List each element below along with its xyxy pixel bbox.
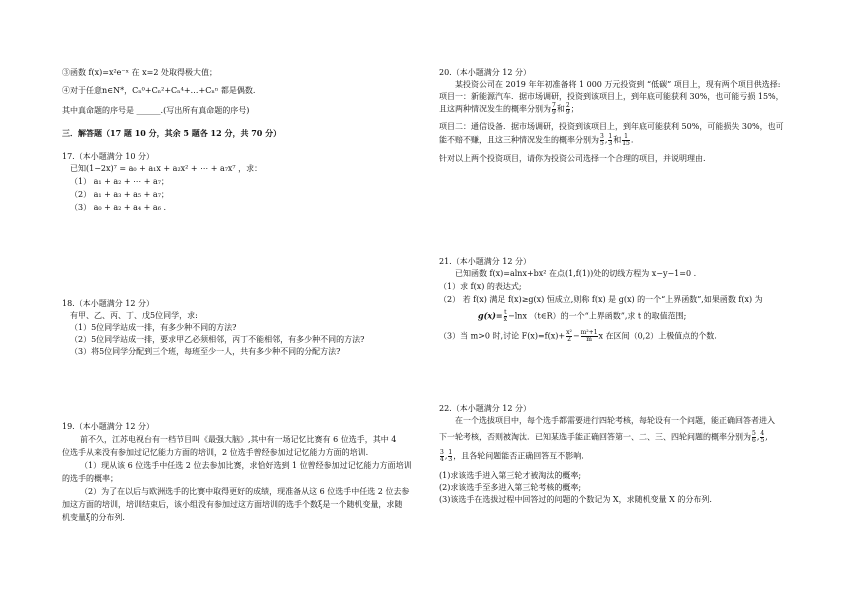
q21-part-3: （3）当 m>0 时,讨论 F(x)=f(x)+ $\frac{\text{x²}}{2}$ − $\frac{\text{m²+1}}{m}$ x 在区间（0,2）上极值点的个数. <box>439 329 717 343</box>
q19-line-6: 加这方面的培训，培训结束后，该小组没有参加过这方面培训的选手个数ξ是一个随机变量，求随 <box>62 500 403 509</box>
q19-line-2: 位选手从来没有参加过记忆能力方面的培训，2 位选手曾经参加过记忆能力方面的培训. <box>62 448 369 457</box>
q20-line-2: 项目一：新能源汽车．据市场调研，投资到该项目上，到年底可能获利 30%，也可能亏损 15%， <box>439 92 784 101</box>
fill-blank-prompt: 其中真命题的序号是 ______.(写出所有真命题的序号) <box>62 106 250 115</box>
section-heading: 三．解答题（17 题 10 分，其余 5 题各 12 分，共 70 分） <box>62 128 282 138</box>
q22-line-1: 在一个选拔项目中，每个选手都需要进行四轮考核，每轮设有一个问题，能正确回答者进入 <box>455 416 775 425</box>
q20-line-4: 项目二：通信设备．据市场调研，投资到该项目上，到年底可能获利 50%，可能损失 30%，也可 <box>439 122 784 131</box>
q19-line-7: 机变量ξ的分布列. <box>62 513 125 522</box>
q18-part-3: （3）将5位同学分配到三个班，每班至少一人，共有多少种不同的分配方法? <box>70 347 341 356</box>
q22-line-3: $\frac{3}{4}$ , $\frac{1}{3}$ ，且各轮问题能否正确回答互不影响. <box>440 449 584 463</box>
fraction: $\frac{1}{3}$ <box>448 449 453 463</box>
fraction: $\frac{1}{3}$ <box>608 133 613 147</box>
q18-stem: 有甲、乙、丙、丁、戊5位同学，求: <box>70 311 198 320</box>
q22-part-1: (1)求该选手进入第三轮才被淘汰的概率; <box>439 471 582 480</box>
q19-line-4: 的选手的概率； <box>62 474 118 483</box>
q19-line-5: （2）为了在以后与欧洲选手的比赛中取得更好的成绩，现准备从这 6 位选手中任选 2 位去参 <box>80 487 410 496</box>
fraction: $\frac{3}{4}$ <box>440 449 444 463</box>
q22-part-2: (2)求该选手至多进入第三轮考核的概率; <box>439 483 582 492</box>
fraction: $\frac{2}{9}$ <box>565 102 570 116</box>
q18-part-2: （2）5位同学站成一排，要求甲乙必须相邻，丙丁不能相邻，有多少种不同的方法? <box>70 335 365 344</box>
q20-heading: 20.（本小题满分 12 分） <box>439 68 531 77</box>
fraction: $\frac{5}{6}$ <box>752 430 756 444</box>
q20-line-3: 且这两种情况发生的概率分别为 $\frac{7}{9}$ 和 $\frac{2}{9}$ ； <box>439 102 579 116</box>
fraction: $\frac{4}{5}$ <box>760 430 765 444</box>
q22-line-2: 下一轮考核，否则被淘汰．已知某选手能正确回答第一、二、三、四轮问题的概率分别为 $\frac{5}{6}$ , $\frac{4}{5}$ , <box>439 430 768 444</box>
q19-heading: 19.（本小题满分 12 分） <box>62 422 154 431</box>
q22-part-3: (3)该选手在选拔过程中回答过的问题的个数记为 X，求随机变量 X 的分布列. <box>439 495 712 504</box>
q18-heading: 18.（本小题满分 12 分） <box>62 299 154 308</box>
q21-part-2: （2） 若 f(x) 满足 f(x)≥g(x) 恒成立,则称 f(x) 是 g(x) 的一个“上界函数”,如果函数 f(x) 为 <box>439 295 763 304</box>
proposition-3: ③函数 f(x)=x²e⁻ˣ 在 x=2 处取得极大值； <box>62 68 217 77</box>
q20-line-3-text: 且这两种情况发生的概率分别为 <box>439 104 551 114</box>
fraction: $\frac{\text{x²}}{2}$ <box>566 329 572 343</box>
q17-part-3: （3） a₀ + a₂ + a₄ + a₆ . <box>70 203 166 212</box>
q20-line-6: 针对以上两个投资项目，请你为投资公司选择一个合理的项目，并说明理由. <box>439 154 706 163</box>
q21-part-1: （1）求 f(x) 的表达式; <box>439 282 522 291</box>
fraction: $\frac{3}{5}$ <box>600 133 604 147</box>
fraction: $\frac{7}{9}$ <box>552 102 556 116</box>
fraction: $\frac{1}{15}$ <box>622 133 630 147</box>
q21-line-1: 已知函数 f(x)=alnx+bx² 在点(1,f(1))处的切线方程为 x−y−1=0 . <box>455 269 697 278</box>
q21-heading: 21.（本小题满分 12 分） <box>439 257 531 266</box>
q22-heading: 22.（本小题满分 12 分） <box>439 404 531 413</box>
q17-stem: 已知(1−2x)⁷ = a₀ + a₁x + a₂x² + ⋯ + a₇x⁷ ，求： <box>70 164 263 173</box>
q17-part-2: （2） a₁ + a₃ + a₅ + a₇； <box>70 190 169 199</box>
fraction: $\frac{t}{x}$ <box>503 309 508 323</box>
q20-line-1: 某投资公司在 2019 年年初准备将 1 000 万元投资到 “低碳” 项目上，现有两个项目供选择: <box>455 80 781 89</box>
q21-part-2-cont: g(x)= $\frac{t}{x}$ −lnx （t∈R）的一个“上界函数”,求 t 的取值范围; <box>478 309 687 323</box>
proposition-4: ④对于任意n∈N*，Cₙ⁰+Cₙ²+Cₙ⁴+…+Cₙⁿ 都是偶数. <box>62 86 256 95</box>
fraction: $\frac{\text{m²+1}}{m}$ <box>580 329 598 343</box>
q20-line-5: 能不赔不赚，且这三种情况发生的概率分别为 $\frac{3}{5}$ , $\frac{1}{3}$ 和 $\frac{1}{15}$ . <box>439 133 634 147</box>
q17-heading: 17.（本小题满分 10 分） <box>62 152 154 161</box>
q17-part-1: （1） a₁ + a₂ + ⋯ + a₇； <box>70 177 169 186</box>
q19-line-1: 前不久，江苏电视台有一档节目叫《最强大脑》,其中有一场记忆比赛有 6 位选手，其中 4 <box>80 435 397 444</box>
q18-part-1: （1）5位同学站成一排，有多少种不同的方法? <box>70 323 237 332</box>
q19-line-3: （1）现从该 6 位选手中任选 2 位去参加比赛，求恰好选到 1 位曾经参加过记忆能力方面培训 <box>80 461 412 470</box>
